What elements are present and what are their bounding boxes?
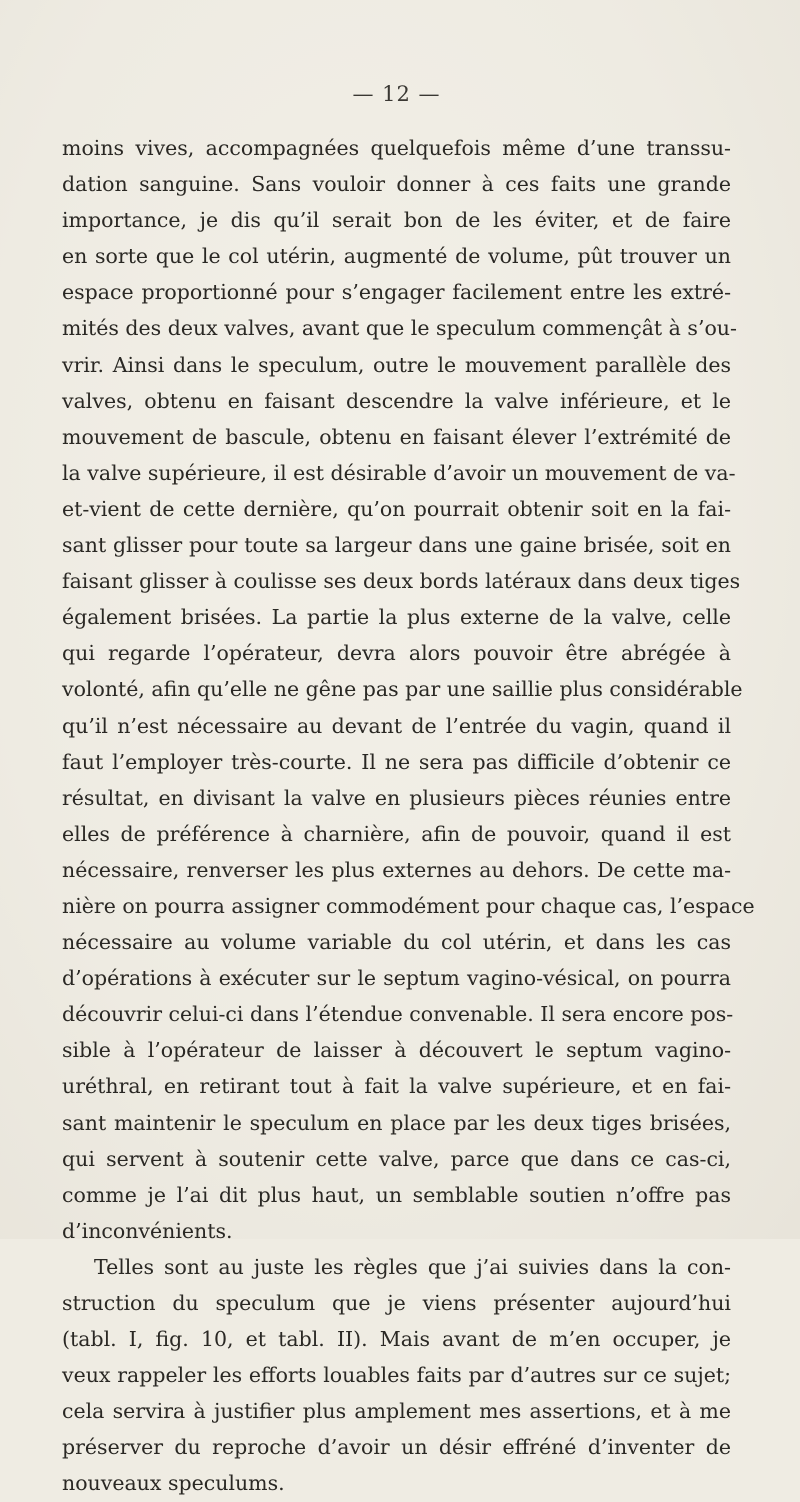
text-line: (tabl. I, fig. 10, et tabl. II). Mais avant de m’en occuper, je [62, 1327, 731, 1352]
text-line: la valve supérieure, il est désirable d’avoir un mouvement de va- [62, 460, 736, 485]
text-line: nouveaux speculums. [62, 1471, 285, 1496]
text-line: d’opérations à exécuter sur le septum vagino-vésical, on pourra [62, 966, 731, 991]
text-line: sant maintenir le speculum en place par les deux tiges brisées, [62, 1110, 731, 1135]
text-line: qu’il n’est nécessaire au devant de l’entrée du vagin, quand il [62, 713, 731, 738]
text-line: moins vives, accompagnées quelquefois même d’une transsu- [62, 136, 731, 160]
text-line: et-vient de cette dernière, qu’on pourrait obtenir soit en la fai- [62, 496, 731, 521]
text-line: mouvement de bascule, obtenu en faisant élever l’extrémité de [62, 424, 731, 449]
text-line: qui servent à soutenir cette valve, parce que dans ce cas-ci, [62, 1146, 731, 1171]
text-line: faut l’employer très-courte. Il ne sera pas difficile d’obtenir ce [62, 749, 731, 774]
text-line: importance, je dis qu’il serait bon de les éviter, et de faire [62, 208, 731, 233]
text-line: sant glisser pour toute sa largeur dans une gaine brisée, soit en [62, 533, 731, 558]
text-line: comme je l’ai dit plus haut, un semblable soutien n’offre pas [62, 1182, 731, 1207]
text-line: découvrir celui-ci dans l’étendue convenable. Il sera encore pos- [62, 1002, 734, 1027]
text-line: espace proportionné pour s’engager facilement entre les extré- [62, 280, 731, 305]
text-line: mités des deux valves, avant que le speculum commençât à s’ou- [62, 316, 737, 341]
paragraph-2 [62, 1249, 731, 1502]
text-line: uréthral, en retirant tout à fait la valve supérieure, et en fai- [62, 1074, 731, 1099]
text-line: cela servira à justifier plus amplement mes assertions, et à me [62, 1399, 731, 1424]
body-text [62, 130, 755, 1502]
text-line: sible à l’opérateur de laisser à découvert le septum vagino- [62, 1038, 731, 1063]
text-line: d’inconvénients. [62, 1218, 233, 1243]
text-line: veux rappeler les efforts louables faits par d’autres sur ce sujet; [62, 1363, 731, 1388]
text-line: résultat, en divisant la valve en plusieurs pièces réunies entre [62, 785, 731, 810]
text-line: Telles sont au juste les règles que j’ai suivies dans la con- [94, 1254, 731, 1279]
text-line: dation sanguine. Sans vouloir donner à ces faits une grande [62, 172, 731, 197]
text-line: faisant glisser à coulisse ses deux bords latéraux dans deux tiges [62, 569, 741, 594]
text-line: préserver du reproche d’avoir un désir effréné d’inventer de [62, 1435, 731, 1460]
text-line: struction du speculum que je viens présenter aujourd’hui [62, 1291, 731, 1315]
text-line: nécessaire au volume variable du col utérin, et dans les cas [62, 930, 731, 955]
text-line: volonté, afin qu’elle ne gêne pas par une saillie plus considérable [62, 677, 743, 702]
text-line: valves, obtenu en faisant descendre la valve inférieure, et le [62, 388, 731, 413]
text-line: également brisées. La partie la plus externe de la valve, celle [62, 605, 731, 630]
text-line: nécessaire, renverser les plus externes au dehors. De cette ma- [62, 857, 731, 882]
text-line: qui regarde l’opérateur, devra alors pouvoir être abrégée à [62, 641, 731, 666]
page-number: — 12 — [352, 82, 441, 106]
text-line: nière on pourra assigner commodément pour chaque cas, l’espace [62, 893, 755, 918]
text-line: en sorte que le col utérin, augmenté de volume, pût trouver un [62, 244, 731, 269]
text-line: vrir. Ainsi dans le speculum, outre le mouvement parallèle des [62, 352, 731, 377]
text-line: elles de préférence à charnière, afin de pouvoir, quand il est [62, 821, 731, 846]
paragraph-1 [62, 130, 755, 1249]
